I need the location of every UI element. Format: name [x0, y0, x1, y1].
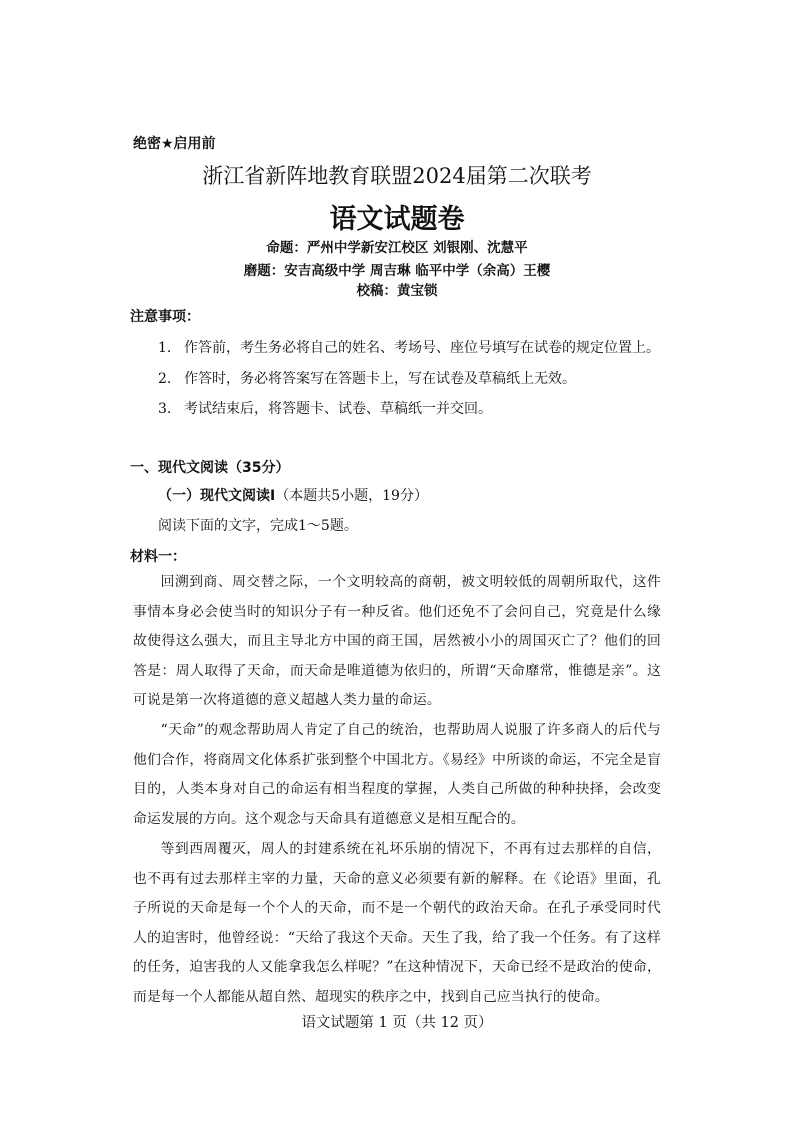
notice-number: 2.	[158, 371, 172, 387]
checker-line: 校稿：黄宝锁	[356, 283, 438, 299]
notice-item	[158, 337, 660, 357]
secret-label: 绝密★启用前	[133, 136, 216, 152]
notice-text: 作答时，务必将答案写在答题卡上，写在试卷及草稿纸上无效。	[184, 371, 576, 387]
page-footer: 语文试题第 1 页（共 12 页）	[301, 1015, 493, 1031]
notice-number: 3.	[158, 401, 172, 417]
passage-paragraph: “天命”的观念帮助周人肯定了自己的统治，也帮助周人说服了许多商人的后代与他们合作，将商周文化体系扩张到整个中国北方。《易经》中所谈的命运，不完全是盲目的，人类本身对自己的命运有相当程度的掌握，人类自己所做的种种抉择，会改变命运发展的方向。这个观念与天命具有道德意义是相互配合的。	[133, 722, 661, 827]
passage-paragraph: 等到西周覆灭，周人的封建系统在礼坏乐崩的情况下，不再有过去那样的自信，也不再有过去那样主宰的力量，天命的意义必须要有新的解释。在《论语》里面，孔子所说的天命是每一个个人的天命，而不是一个朝代的政治天命。在孔子承受同时代人的迫害时，他曾经说：“天给了我这个天命。天生了我，给了我一个任务。有了这样的任务，迫害我的人又能拿我怎么样呢？”在这种情况下，天命已经不是政治的使命，而是每一个人都能从超自然、超现实的秩序之中，找到自己应当执行的使命。	[133, 841, 661, 1005]
exam-title: 浙江省新阵地教育联盟2024届第二次联考	[202, 164, 592, 188]
section-heading: 一、现代文阅读（35分）	[130, 460, 290, 476]
notice-text: 作答前，考生务必将自己的姓名、考场号、座位号填写在试卷的规定位置上。	[184, 340, 660, 356]
subsection-info: （本题共5小题，19分）	[275, 488, 428, 504]
notice-text: 考试结束后，将答题卡、试卷、草稿纸一并交回。	[184, 401, 492, 417]
reading-instruction: 阅读下面的文字，完成1～5题。	[158, 518, 358, 534]
passage-paragraph: 回溯到商、周交替之际，一个文明较高的商朝，被文明较低的周朝所取代，这件事情本身必会使当时的知识分子有一种反省。他们还免不了会问自己，究竟是什么缘故使得这么强大，而且主导北方中国的商王国，居然被小小的周国灭亡了？他们的回答是：周人取得了天命，而天命是唯道德为依归的，所谓“天命靡常，惟德是亲”。这可说是第一次将道德的意义超越人类力量的命运。	[133, 574, 661, 708]
subsection-title: （一）现代文阅读Ⅰ	[158, 488, 276, 504]
notice-item	[158, 398, 492, 418]
material-label: 材料一：	[130, 549, 186, 565]
paper-title: 语文试题卷	[329, 204, 465, 235]
notice-item	[158, 368, 576, 388]
reviewer-line: 磨题：安吉高级中学 周吉琳 临平中学（余高）王樱	[243, 263, 551, 279]
composer-line: 命题：严州中学新安江校区 刘银刚、沈慧平	[266, 240, 528, 256]
subsection-heading	[158, 485, 428, 505]
notice-number: 1.	[158, 340, 172, 356]
notice-heading: 注意事项：	[130, 309, 200, 325]
